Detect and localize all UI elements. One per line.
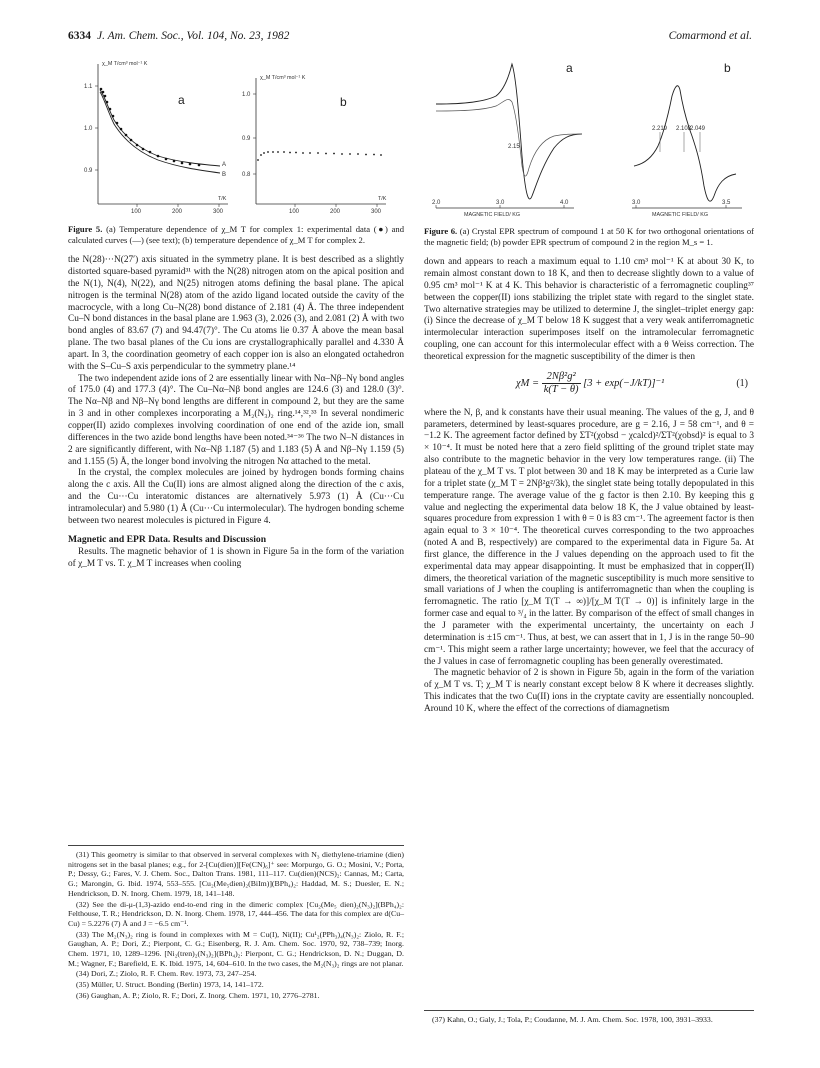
- equation-lhs: χM =: [516, 377, 540, 389]
- fig5a-curve-label-b: B: [222, 172, 227, 178]
- fig6-panel-a-label: a: [566, 61, 573, 75]
- fig5b-xtick-3: 300: [371, 209, 382, 214]
- fig5b-data-points: [257, 151, 382, 161]
- fig5a-curve-a: [100, 90, 220, 166]
- figure-6-caption-label: Figure 6.: [424, 226, 458, 236]
- footnote-36: (36) Gaughan, A. P.; Ziolo, R. F.; Dori, Z. Inorg. Chem. 1971, 10, 2776–2781.: [76, 990, 320, 1000]
- fig6a-x-axis-title: MAGNETIC FIELD/ KG: [464, 212, 521, 218]
- fig5b-ytick-3: 0.8: [242, 172, 251, 178]
- fig6b-annotation-1: 2.219: [652, 126, 668, 132]
- fig6b-annotation-2: 2.108: [676, 126, 692, 132]
- footnote-31: (31) This geometry is similar to that observed in serveral complexes with N₃ diethylene-triamine (dien) nitrogens set in the basal planes; e.g., for 2-[Cu(dien)][Fe(CN)₆]⁺ see: Morpurgo, G. O.; Mosini, V.; Porta, P.; Dessy, G.; Fares, V. J. Chem. Soc., Dalton Trans. 1981, 111–117. Cu(dien)(NCS)₂: Cannas, M.; Carta, G.; Marongin, G. Ibid. 1974, 553–555. [Cu₂(Me₅dien)₂(BiIm)](BPh₄)₂: Haddad, M. S.; Duesler, E. N.; Hendrickson, D. N. Inorg. Chem. 1979, 18, 141–148.: [68, 850, 404, 898]
- footnote-34: (34) Dori, Z.; Ziolo, R. F. Chem. Rev. 1973, 73, 247–254.: [76, 969, 257, 979]
- fig5a-data-points: [100, 88, 201, 167]
- fig5b-x-axis-title: T/K: [378, 196, 387, 202]
- fig6b-annotation-3: 2.049: [690, 126, 706, 132]
- figure-6: [424, 56, 754, 222]
- footnote-33: (33) The M₂(N₃)₂ ring is found in complexes with M = Cu(I), Ni(II); Cu¹₂(PPh₃)₄(N₃)₂: Ziolo, R. F.; Gaughan, A. P.; Dori, Z.; Pierpont, C. G.; Eisenberg, R. J. Am. Chem. Soc. 1970, 92, 738–739; Inorg. Chem. 1971, 10, 1289–1296. [Ni₂(tren)₂(N₃)₂](BPh₄)₂: Pierpont, C. G.; Hendrickson, D. N.; Duggan, D. M.; Wagner, F.; Barefield, E. K. Ibid. 1975, 14, 604–610. In the two cases, the M₂(N₃)₂ rings are not planar.: [68, 929, 404, 968]
- footnote-35: (35) Müller, U. Struct. Bonding (Berlin) 1973, 14, 141–172.: [76, 980, 264, 990]
- page-number: 6334: [68, 30, 91, 42]
- figure-6-caption-text: (a) Crystal EPR spectrum of compound 1 at 50 K for two orthogonal orientations of the magnetic field; (b) powder EPR spectrum of compound 2 in the region M_s = 1.: [424, 226, 754, 247]
- figure-6-plot: [424, 56, 754, 222]
- left-paragraph-2: The two independent azide ions of 2 are essentially linear with Nα–Nβ–Nγ bond angles of 175.0 (4) and 177.3 (4)°. The Cu–Nα–Nβ bond angles are 124.6 (3) and 128.0 (3)°. The Nα–Nβ and Nβ–Nγ bond lengths are different in compound 2, but they are the same in 3 and in other complexes incorporating a M₂(N₃)₂ ring.¹⁴,³²,³³ In several nondimeric copper(II) azido complexes involving coordination of one end of the azide ion, small differences in the two azide bond lengths have been noted.³⁴⁻³⁶ The two N–N distances in 2 are significantly different, with Nα–Nβ 1.187 (5) and 1.183 (5) Å and Nβ–Nγ 1.159 (5) and 1.155 (5) Å, the longer bond involving the nitrogen Nα attached to the metal.: [68, 373, 404, 467]
- footnote-32: (32) See the di-μ-(1,3)-azido end-to-end ring in the dimeric complex [Cu₂(Me₅ dien)₂(N₃)₂](BPh₄)₂: Felthouse, T. R.; Hendrickson, D. N. Inorg. Chem. 1978, 17, 444–456. The data for this complex are d(Cu–Cu) = 5.2276 (7) Å and J = −6.5 cm⁻¹.: [68, 899, 404, 928]
- fig6b-xtick-2: 3.5: [722, 200, 731, 206]
- fig6b-x-axis-title: MAGNETIC FIELD/ KG: [652, 212, 709, 218]
- left-paragraph-1: the N(28)···N(27′) axis situated in the symmetry plane. It is best described as a slightly distorted square-based pyramid³¹ with the N(28) nitrogen atom on the apical position and the N(1), N(4), N(22), and N(25) nitrogen atoms defining the basal plane. The apical nitrogen is the terminal N(28) atom of the azido ligand located outside the cavity of the macrocycle, with a long Cu–N(28) bond distance of 2.181 (4) Å. The three independent Cu–N bond distances in the basal plane are 1.963 (3), 2.026 (3), and 2.081 (2) Å with two bond angles of 83.67 (7) and 94.47(7)°. The Cu atoms lie 0.37 Å above the mean basal plane. The two basal planes of the Cu ions are crystallographically parallel and 4.330 Å apart. In 3, the coordination geometry of each copper ion is also an elongated octahedron with the S–Cu–S axis perpendicular to the symmetry plane.¹⁴: [68, 255, 404, 372]
- left-paragraph-3: In the crystal, the complex molecules are joined by hydrogen bonds forming chains along the c axis. All the Cu(II) ions are almost aligned along the direction of the c axis, and the Cu···Cu interatomic distances are alternatively 5.973 (1) Å (Cu···Cu intramolecular) and 5.980 (1) Å (Cu···Cu intermolecular). The hydrogen bonding scheme between two nearest molecules is pictured in Figure 4.: [68, 468, 404, 526]
- fig5a-ytick-1: 1.1: [84, 84, 93, 90]
- equation-1: [424, 368, 754, 402]
- fig5a-x-axis-title: T/K: [218, 196, 227, 202]
- figure-5-caption: [68, 224, 404, 245]
- equation-numerator: 2Nβ²g²: [542, 371, 581, 384]
- fig5b-xtick-1: 100: [289, 209, 300, 214]
- left-column: [68, 224, 404, 571]
- left-paragraph-4: Results. The magnetic behavior of 1 is shown in Figure 5a in the form of the variation of χ_M T vs. T. χ_M T increases when cooling: [68, 547, 404, 570]
- footnotes-left: [68, 850, 404, 1002]
- fig5a-xtick-3: 300: [213, 209, 224, 214]
- right-paragraph-3: The magnetic behavior of 2 is shown in Figure 5b, again in the form of the variation of χ_M T vs. T; χ_M T is nearly constant except below 8 K where it decreases slightly. This indicates that the two Cu(II) ions in the cryptate cavity are essentially noncoupled. Around 10 K, where the effect of the corrections of diamagnetism: [424, 668, 754, 714]
- fig5a-ytick-3: 0.9: [84, 168, 93, 174]
- footnotes-right: [424, 1015, 754, 1026]
- fig5b-ytick-1: 1.0: [242, 92, 251, 98]
- fig5a-xtick-1: 100: [131, 209, 142, 214]
- fig5-panel-a-label: a: [178, 93, 185, 107]
- journal-citation: J. Am. Chem. Soc., Vol. 104, No. 23, 1982: [97, 30, 290, 42]
- figure-5-plot: [68, 56, 408, 214]
- fig5a-curve-label-a: A: [222, 162, 227, 168]
- fig6a-annotation: 2.15: [508, 144, 520, 150]
- fig5a-y-axis-title: χ_M T/cm³ mol⁻¹ K: [102, 61, 148, 67]
- fig5-panel-b-label: b: [340, 95, 347, 109]
- footnote-rule-right: [424, 1010, 754, 1011]
- header-authors: Comarmond et al.: [668, 30, 752, 42]
- fig5b-y-axis-title: χ_M T/cm³ mol⁻¹ K: [260, 75, 306, 81]
- right-column: [424, 226, 754, 716]
- fig5a-curve-b: [100, 92, 220, 173]
- fig6-panel-b-label: b: [724, 61, 731, 75]
- section-title: Magnetic and EPR Data. Results and Discussion: [68, 533, 267, 545]
- fig6b-xtick-1: 3.0: [632, 200, 641, 206]
- figure-5: [68, 56, 408, 214]
- fig5a-ytick-2: 1.0: [84, 126, 93, 132]
- running-header: [68, 30, 752, 46]
- fig6a-spectrum-2: [436, 99, 582, 176]
- equation-number: (1): [736, 377, 748, 389]
- fig5b-ytick-2: 0.9: [242, 136, 251, 142]
- fig6a-spectrum-1: [436, 64, 582, 199]
- equation-body: [516, 371, 664, 396]
- fig6a-xtick-2: 3.0: [496, 200, 505, 206]
- footnote-rule-left: [68, 845, 404, 846]
- equation-denominator: k(T − θ): [543, 383, 579, 395]
- header-left: [68, 30, 289, 42]
- figure-5-caption-text: (a) Temperature dependence of χ_M T for complex 1: experimental data (●) and calculated curves (—) (see text); (b) temperature dependence of χ_M T for complex 2.: [68, 224, 405, 245]
- right-paragraph-2: where the N, β, and k constants have their usual meaning. The values of the g, J, and θ parameters, determined by least-squares procedure, are g = 2.16, J = 58 cm⁻¹, and θ = −1.2 K. The agreement factor defined by ΣT²(χobsd − χcalcd)²/ΣT²(χobsd)² is equal to 3 × 10⁻⁴. It must be noted here that a zero field splitting of the ground triplet state may also contribute to the magnetic behavior in the very low temperatures range. (ii) The plateau of the χ_M T vs. T plot between 30 and 18 K may be interpreted as a Curie law for a triplet state (χ_M T = 2Nβ²g²/3k), the singlet state being totally depopulated in this temperature range. The average value of the g factor is then 2.10. By keeping this g value and neglecting the experimental data below 18 K, the J value obtained by least-squares procedure from expression 1 with θ = 0 is 83 cm⁻¹. The agreement factor is then again equal to 3 × 10⁻⁴. The theoretical curves corresponding to the two approaches (noted A and B, respectively) are compared to the experimental data in Figure 5a. At first glance, the difference in the J values depending on the approach used to fit the experimental data may appear disappointing. It must be emphasized that in copper(II) dimers, the theoretical variation of the magnetic susceptibility is much more sensitive to small variations of J when the coupling is antiferromagnetic than when the coupling is ferromagnetic. The ratio [χ_M T(T → ∞)]/[χ_M T(T → 0)] is infinitely large in the former case and equal to ³/₄ in the latter. By comparison of the effect of small changes in the J parameter with the experimental uncertainty, the uncertainty on each J determination is ±15 cm⁻¹. Thus, at best, we can assert that in 1, J is in the range 50–90 cm⁻¹. This might seem a rather large uncertainty; however, we feel that the accuracy of the J values in case of ferromagnetic coupling has been generally overestimated.: [424, 407, 754, 667]
- right-paragraph-1: down and appears to reach a maximum equal to 1.10 cm³ mol⁻¹ K at about 30 K, to remain almost constant down to 18 K, and then to decrease slightly down to a value of 0.95 cm³ mol⁻¹ K at 4 K. This behavior is characteristic of a ferromagnetic coupling³⁷ between the copper(II) ions stabilizing the triplet state with regard to the singlet state. Two alternative strategies may be utilized to determine J, the singlet–triplet energy gap: (i) Since the decrease of χ_M T below 18 K suggest that a very weak antiferromagnetic intermolecular interaction superimposes itself on the intramolecular ferromagnetic coupling, one can account for this intermolecular effect with a θ Weiss correction. The theoretical expression for the magnetic susceptibility of the dimer is then: [424, 257, 754, 362]
- figure-6-caption: [424, 226, 754, 247]
- fig6a-xtick-1: 2.0: [432, 200, 441, 206]
- equation-tail: [3 + exp(−J/kT)]⁻¹: [583, 377, 665, 389]
- footnote-37: (37) Kahn, O.; Galy, J.; Tola, P.; Coudanne, M. J. Am. Chem. Soc. 1978, 100, 3931–3933.: [432, 1015, 713, 1024]
- fig6b-spectrum: [634, 86, 736, 201]
- fig6a-xtick-3: 4.0: [560, 200, 569, 206]
- figure-5-caption-label: Figure 5.: [68, 224, 103, 234]
- equation-fraction: [542, 371, 581, 396]
- fig5b-xtick-2: 200: [330, 209, 341, 214]
- fig5a-xtick-2: 200: [172, 209, 183, 214]
